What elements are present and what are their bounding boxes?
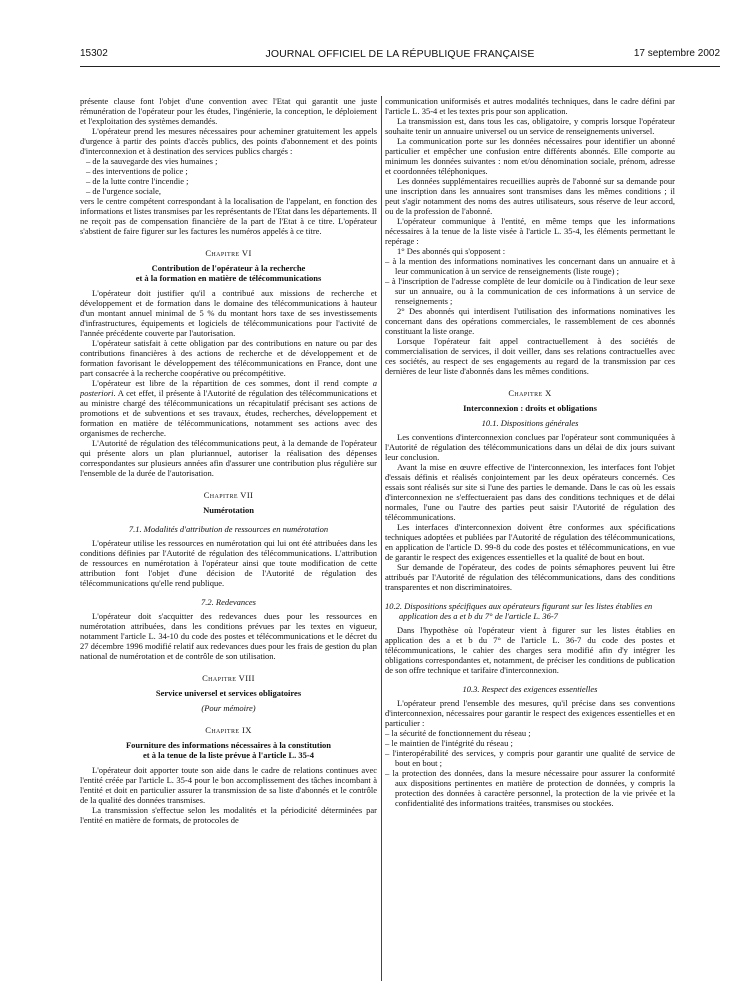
section-heading: 10.3. Respect des exigences essentielles <box>462 684 598 694</box>
chapter-title <box>80 740 377 760</box>
paragraph: Les données supplémentaires recueillies auprès de l'abonné sur sa demande pour une inscription dans les annuaires sont transmises dans les mêmes conditions ; il peut s'agir notamment des noms des autres utilisateurs, sous réserve de leur accord, ou de la profession de l'abonné. <box>385 176 675 216</box>
list-item: – le maintien de l'intégrité du réseau ; <box>385 738 513 748</box>
chapter-heading: Chapitre VI <box>205 248 252 258</box>
chapter-title: Service universel et services obligatoires <box>155 688 302 698</box>
paragraph: vers le centre compétent correspondant à la localisation de l'appelant, en fonction des informations et listes transmises par les représentants de l'Etat dans les départements. Il ne reçoit pas de compensation financière de la part de l'Etat à ce titre. L'opérateur s'abstient de faire figurer sur les factures les numéros appelés à ce titre. <box>80 196 377 236</box>
page-number: 15302 <box>80 48 108 59</box>
list-item: – l'interopérabilité des services, y compris pour garantir une qualité de service de bout en bout ; <box>385 748 675 768</box>
chapter-title: Numérotation <box>203 505 254 515</box>
paragraph: Lorsque l'opérateur fait appel contractuellement à des sociétés de commercialisation de services, il doit veiller, dans ses relations contractuelles avec ces sociétés, au respect de ses engagements au regard de la transmission par ces dernières de leur liste d'abonnés dans les mêmes conditions. <box>385 336 675 376</box>
paragraph: L'opérateur communique à l'entité, en même temps que les informations nécessaires à la tenue de la liste visée à l'article L. 35-4, les éléments permettant le repérage : <box>385 216 675 246</box>
paragraph: La transmission s'effectue selon les modalités et la périodicité déterminées par l'entité en matière de formats, de protocoles de <box>80 805 377 825</box>
list-item: – à l'inscription de l'adresse complète de leur domicile ou à l'indication de leur sexe sur un annuaire, ou à la communication de ces informations à un service de renseignements ; <box>385 276 675 306</box>
paragraph: La transmission est, dans tous les cas, obligatoire, y compris lorsque l'opérateur souhaite tenir un annuaire universel ou un service de renseignements universel. <box>385 116 675 136</box>
header-rule <box>80 66 720 67</box>
publication-date: 17 septembre 2002 <box>633 48 720 59</box>
section-heading: 10.2. Dispositions spécifiques aux opérateurs figurant sur les listes établies en application des a et b du 7° de l'article L. 36-7 <box>385 601 653 621</box>
chapter-title-line: et à la tenue de la liste prévue à l'article L. 35-4 <box>143 750 314 760</box>
paragraph: Les interfaces d'interconnexion doivent être conformes aux spécifications techniques adoptées et publiées par l'Autorité de régulation des télécommunications, en application de l'article D. 99-8 du code des postes et télécommunications, en vue de garantir le respect des exigences essentielles et la qualité de bout en bout. <box>385 522 675 562</box>
chapter-heading: Chapitre VII <box>203 490 254 500</box>
text-run: . A cet effet, il présente à l'Autorité de régulation des télécommunications et au ministre chargé des télécommunications un récapitulatif précisant ses actions de promotions et de subventions et ses travaux, études, recherches, développement et formation en matière de télécommunications, notamment ses actions avec des organismes de recherche. <box>80 388 377 438</box>
list-item: – à la mention des informations nominatives les concernant dans un annuaire et à leur communication à un service de renseignements (liste rouge) ; <box>385 256 675 276</box>
paragraph: 2° Des abonnés qui interdisent l'utilisation des informations nominatives les concernant dans des opérations commerciales, le rassemblement de ces abonnés constituant la liste orange. <box>385 306 675 336</box>
chapter-note: (Pour mémoire) <box>201 703 256 713</box>
list-item: – la protection des données, dans la mesure nécessaire pour assurer la conformité aux dispositions pertinentes en matière de protection de données, y compris la protection des données à caractère personnel, la protection de la vie privée et la confidentialité des informations traitées, transmises ou stockées. <box>385 768 675 808</box>
chapter-title-line: et à la formation en matière de télécommunications <box>135 273 322 283</box>
chapter-heading: Chapitre X <box>508 388 552 398</box>
paragraph: Dans l'hypothèse où l'opérateur vient à figurer sur les listes établies en application des a et b du 7° de l'article L. 36-7 du code des postes et télécommunications, le cahier des charges sera modifié afin d'y intégrer les obligations correspondantes et, notamment, de préciser les conditions de publication de son offre technique et tarifaire d'interconnexion. <box>385 625 675 675</box>
paragraph: L'Autorité de régulation des télécommunications peut, à la demande de l'opérateur qui présente alors un plan pluriannuel, autoriser la réalisation des dépenses correspondantes sur plusieurs années afin d'assurer une contribution plus régulière sur l'ensemble de la durée de l'autorisation. <box>80 438 377 478</box>
left-column <box>80 96 377 981</box>
chapter-heading: Chapitre IX <box>205 725 252 735</box>
section-heading: 10.1. Dispositions générales <box>481 418 579 428</box>
list-item: – de la sauvegarde des vies humaines ; <box>86 156 218 166</box>
paragraph: L'opérateur prend les mesures nécessaires pour acheminer gratuitement les appels d'urgence à partir des points d'accès publics, des points d'abonnement et des points d'interconnexion et à destination des services publics chargés : <box>80 126 377 156</box>
paragraph: communication uniformisés et autres modalités techniques, dans le cadre défini par l'article L. 35-4 et les textes pris pour son application. <box>385 96 675 116</box>
page-header <box>80 48 720 64</box>
section-heading: 7.1. Modalités d'attribution de ressources en numérotation <box>128 524 329 534</box>
chapter-title-line: Fourniture des informations nécessaires à la constitution <box>125 740 332 750</box>
paragraph: L'opérateur satisfait à cette obligation par des contributions en nature ou par des contributions financières à des actions de recherche et de développement et de formation favorisant le développement des télécommunications en France, dont une part consacrée à la recherche coopérative ou précompétitive. <box>80 338 377 378</box>
paragraph: 1° Des abonnés qui s'opposent : <box>397 246 506 256</box>
paragraph: présente clause font l'objet d'une convention avec l'Etat qui garantit une juste rémunération de l'opérateur pour les études, l'ingénierie, la conception, le déploiement et l'exploitation des systèmes demandés. <box>80 96 377 126</box>
paragraph <box>80 378 377 438</box>
paragraph: L'opérateur doit apporter toute son aide dans le cadre de relations continues avec l'entité créée par l'article L. 35-4 pour le bon accomplissement des tâches incombant à l'entité et doit en particulier assurer la transmission de sa liste d'abonnés et le contrôle de la qualité des données transmises. <box>80 765 377 805</box>
list-item: – de l'urgence sociale, <box>86 186 162 196</box>
journal-title: JOURNAL OFFICIEL DE LA RÉPUBLIQUE FRANÇAISE <box>265 48 535 60</box>
paragraph: Sur demande de l'opérateur, des codes de points sémaphores peuvent lui être attribués par l'Autorité de régulation des télécommunications, dans des conditions transparentes et non discriminatoires. <box>385 562 675 592</box>
column-divider <box>381 96 382 981</box>
paragraph: La communication porte sur les données nécessaires pour identifier un abonné particulier et empêcher une confusion entre différents abonnés. Elle comporte au minimum les données suivantes : nom et/ou dénomination sociale, prénom, adresse et coordonnées téléphoniques. <box>385 136 675 176</box>
text-run: L'opérateur est libre de la répartition de ces sommes, dont il rend compte <box>92 378 369 388</box>
list-item: – la sécurité de fonctionnement du réseau ; <box>385 728 531 738</box>
italic-text: a posteriori <box>80 378 377 398</box>
paragraph: L'opérateur utilise les ressources en numérotation qui lui ont été attribuées dans les conditions définies par l'Autorité de régulation des télécommunications. L'attribution de ressources en numérotation à l'opérateur ainsi que toute modification de cette attribution font l'objet d'une décision de l'Autorité de régulation des télécommunications qu'elle rend publique. <box>80 538 377 588</box>
list-item: – de la lutte contre l'incendie ; <box>86 176 189 186</box>
chapter-title <box>80 263 377 283</box>
right-column <box>385 96 675 981</box>
paragraph: L'opérateur doit s'acquitter des redevances dues pour les ressources en numérotation attribuées, dans les conditions prévues par les textes en vigueur, notamment l'article L. 34-10 du code des postes et télécommunications et le décret du 27 décembre 1996 modifié relatif aux redevances dues pour les frais de gestion du plan national de numérotation et de contrôle de son utilisation. <box>80 611 377 661</box>
paragraph: Les conventions d'interconnexion conclues par l'opérateur sont communiquées à l'Autorité de régulation des télécommunications dans un délai de dix jours suivant leur conclusion. <box>385 432 675 462</box>
chapter-heading: Chapitre VIII <box>202 673 255 683</box>
paragraph: L'opérateur doit justifier qu'il a contribué aux missions de recherche et développement et de formation dans le domaine des télécommunications à hauteur d'un montant annuel minimal de 5 % du montant hors taxe de ses investissements d'infrastructures, équipements et logiciels de télécommunications pour l'activité de l'année précédente couverte par l'autorisation. <box>80 288 377 338</box>
list-item: – des interventions de police ; <box>86 166 188 176</box>
section-heading: 7.2. Redevances <box>201 597 256 607</box>
chapter-title: Interconnexion : droits et obligations <box>463 403 597 413</box>
paragraph: Avant la mise en œuvre effective de l'interconnexion, les interfaces font l'objet d'essais définis et réalisés conjointement par les deux opérateurs concernés. Ces essais sont réalisés sur site si l'une des parties le demande. Dans le cas où les essais d'interconnexion ne s'effectueraient pas dans des conditions techniques et de délai normales, l'une ou l'autre des parties peut saisir l'Autorité de régulation des télécommunications. <box>385 462 675 522</box>
chapter-title-line: Contribution de l'opérateur à la recherche <box>151 263 306 273</box>
paragraph: L'opérateur prend l'ensemble des mesures, qu'il précise dans ses conventions d'interconnexion, nécessaires pour garantir le respect des exigences essentielles et en particulier : <box>385 698 675 728</box>
